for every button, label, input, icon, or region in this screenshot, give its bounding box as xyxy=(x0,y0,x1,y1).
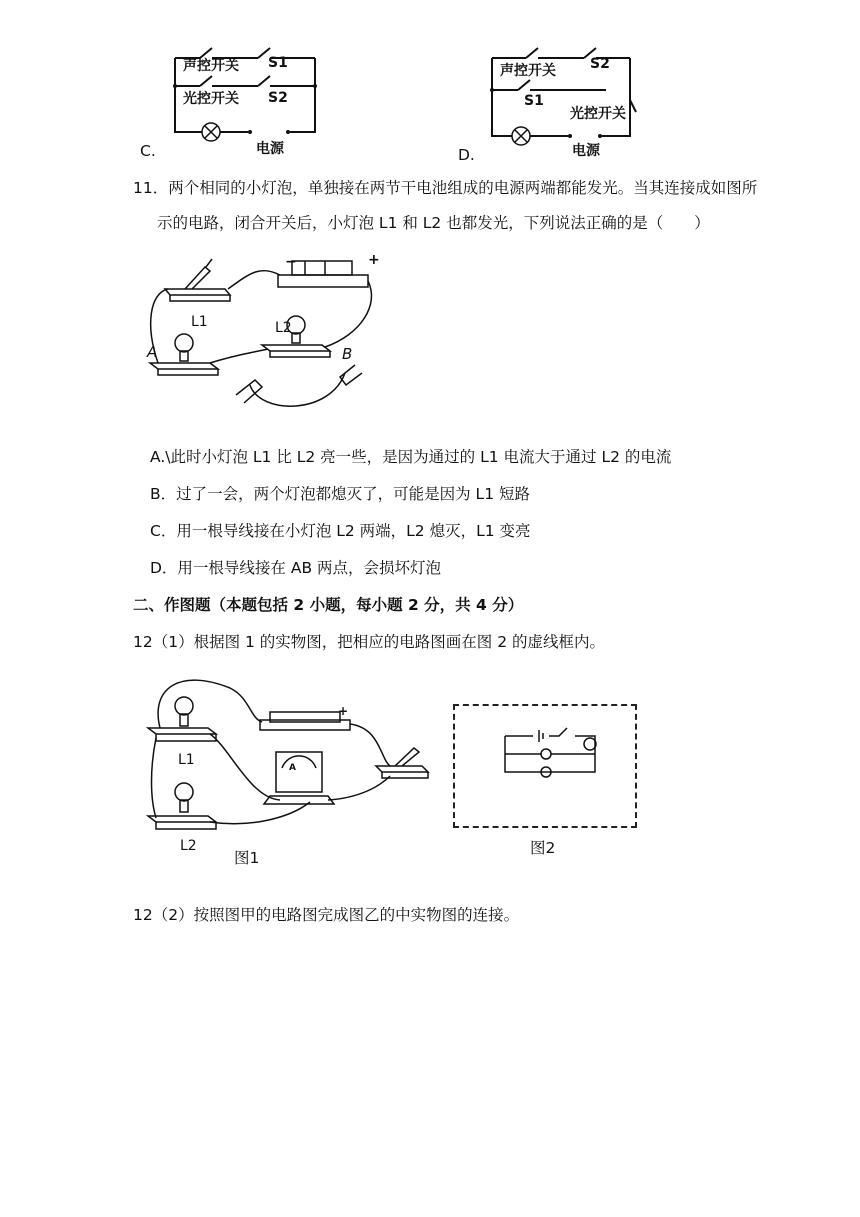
option-c-s2: S2 xyxy=(268,90,288,106)
option-d-power: 电源 xyxy=(572,143,600,159)
fig1-battery-plus: + xyxy=(338,704,349,718)
option-c-letter: C. xyxy=(140,142,156,160)
q12-part2: 12（2）按照图甲的电路图完成图乙的中实物图的连接。 xyxy=(133,906,520,924)
section-2-heading: 二、作图题（本题包括 2 小题，每小题 2 分，共 4 分） xyxy=(133,596,524,614)
q11-label-l1: L1 xyxy=(191,314,208,330)
q11-option-d: D．用一根导线接在 AB 两点，会损坏灯泡 xyxy=(150,559,442,577)
fig1-label-l2: L2 xyxy=(180,838,197,854)
q11-circuit-figure xyxy=(140,245,390,420)
q11-stem-line1: 11．两个相同的小灯泡，单独接在两节干电池组成的电源两端都能发光。当其连接成如图所 xyxy=(133,179,758,197)
q11-option-c: C．用一根导线接在小灯泡 L2 两端，L2 熄灭，L1 变亮 xyxy=(150,522,531,540)
q11-label-a: A xyxy=(147,343,158,361)
option-d-s2: S2 xyxy=(590,56,610,72)
option-d-letter: D. xyxy=(458,146,475,164)
option-c-sound-switch: 声控开关 xyxy=(183,58,239,74)
option-d-s1: S1 xyxy=(524,93,544,109)
fig2-sketch xyxy=(495,712,605,792)
q11-label-b: B xyxy=(342,345,353,363)
q11-option-a: A.\此时小灯泡 L1 比 L2 亮一些，是因为通过的 L1 电流大于通过 L2 的电流 xyxy=(150,448,672,466)
fig1-ammeter-label: A xyxy=(289,763,296,773)
option-d-sound-switch: 声控开关 xyxy=(500,63,556,79)
option-d-light-switch: 光控开关 xyxy=(570,106,626,122)
option-c-s1: S1 xyxy=(268,55,288,71)
option-c-light-switch: 光控开关 xyxy=(183,91,239,107)
q11-label-l2: L2 xyxy=(275,320,292,336)
q11-stem-line2: 示的电路，闭合开关后，小灯泡 L1 和 L2 也都发光，下列说法正确的是（ ） xyxy=(157,214,710,232)
fig1-caption: 图1 xyxy=(234,849,260,867)
option-d-circuit xyxy=(488,40,638,160)
q12-part1: 12（1）根据图 1 的实物图，把相应的电路图画在图 2 的虚线框内。 xyxy=(133,633,606,651)
q11-option-b: B．过了一会，两个灯泡都熄灭了，可能是因为 L1 短路 xyxy=(150,485,530,503)
q11-label-plus: + xyxy=(368,252,380,268)
fig1-label-l1: L1 xyxy=(178,752,195,768)
fig2-caption: 图2 xyxy=(530,839,556,857)
option-c-power: 电源 xyxy=(256,141,284,157)
q11-label-minus: − xyxy=(285,254,297,270)
